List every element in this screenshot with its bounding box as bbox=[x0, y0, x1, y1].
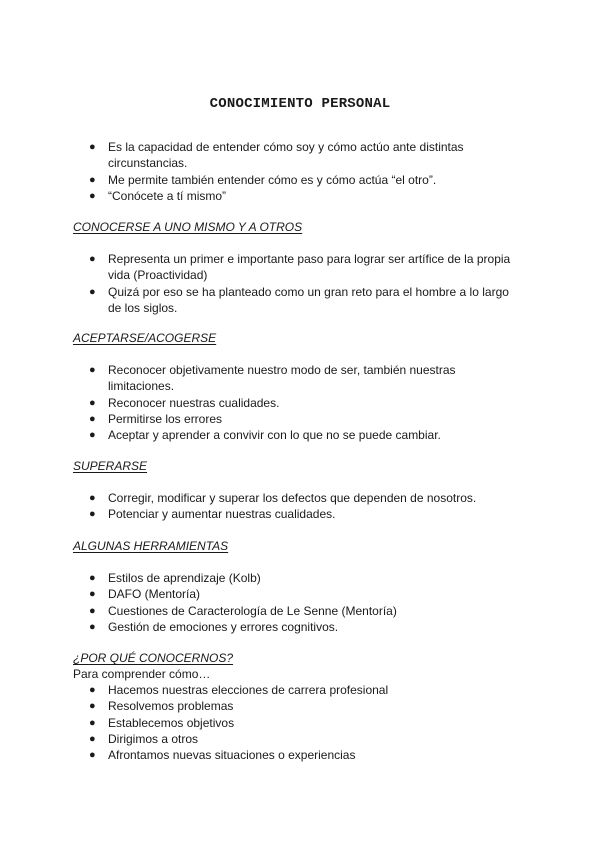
list-item: ● Afrontamos nuevas situaciones o experiencias bbox=[89, 748, 356, 763]
list-item: ● Permitirse los errores bbox=[89, 411, 223, 426]
herramientas-list bbox=[0, 570, 600, 635]
bullet-icon: ● bbox=[89, 396, 96, 409]
bullet-icon: ● bbox=[89, 412, 96, 425]
bullet-icon: ● bbox=[89, 749, 96, 762]
section-heading-por-que: ¿POR QUÉ CONOCERNOS? bbox=[73, 651, 234, 665]
conocerse-list bbox=[0, 251, 600, 316]
bullet-icon: ● bbox=[89, 253, 96, 265]
list-item: ● Hacemos nuestras elecciones de carrera profesional bbox=[89, 683, 389, 697]
bullet-icon: ● bbox=[89, 492, 96, 504]
superarse-list bbox=[0, 490, 600, 523]
list-item: ● DAFO (Mentoría) bbox=[89, 587, 201, 602]
bullet-icon: ● bbox=[89, 429, 96, 442]
list-item: ● Es la capacidad de entender cómo soy y cómo actúo ante distintas circunstancias. bbox=[89, 140, 464, 171]
section-heading-superarse: SUPERARSE bbox=[73, 459, 148, 473]
list-item: ● Corregir, modificar y superar los defectos que dependen de nosotros. bbox=[89, 491, 477, 505]
por-que-list bbox=[0, 682, 600, 763]
section-heading-aceptarse: ACEPTARSE/ACOGERSE bbox=[73, 331, 217, 345]
bullet-icon: ● bbox=[89, 700, 96, 713]
list-item: ● Quizá por eso se ha planteado como un gran reto para el hombre a lo largo de los siglos. bbox=[89, 284, 509, 315]
list-item: ● Dirigimos a otros bbox=[89, 731, 199, 746]
bullet-icon: ● bbox=[89, 604, 96, 617]
bullet-icon: ● bbox=[89, 285, 96, 298]
bullet-icon: ● bbox=[89, 173, 96, 186]
bullet-icon: ● bbox=[89, 364, 96, 376]
bullet-icon: ● bbox=[89, 732, 96, 745]
list-item: ● Me permite también entender cómo es y cómo actúa “el otro”. bbox=[89, 172, 437, 187]
intro-list bbox=[0, 139, 600, 204]
bullet-icon: ● bbox=[89, 572, 96, 584]
list-item: ● Cuestiones de Caracterología de Le Senne (Mentoría) bbox=[89, 603, 397, 618]
section-heading-conocerse: CONOCERSE A UNO MISMO Y A OTROS bbox=[73, 220, 303, 234]
section-heading-herramientas: ALGUNAS HERRAMIENTAS bbox=[73, 539, 229, 553]
list-item: ● Establecemos objetivos bbox=[89, 715, 235, 730]
bullet-icon: ● bbox=[89, 716, 96, 729]
list-item: ● “Conócete a tí mismo” bbox=[89, 188, 227, 203]
list-item: ● Estilos de aprendizaje (Kolb) bbox=[89, 571, 261, 585]
section-lead-text: Para comprender cómo… bbox=[73, 667, 211, 681]
bullet-icon: ● bbox=[89, 620, 96, 633]
bullet-icon: ● bbox=[89, 588, 96, 601]
list-item: ● Potenciar y aumentar nuestras cualidades. bbox=[89, 507, 336, 522]
aceptarse-list bbox=[0, 362, 600, 443]
list-item: ● Reconocer objetivamente nuestro modo de ser, también nuestras limitaciones. bbox=[89, 363, 456, 394]
bullet-icon: ● bbox=[89, 508, 96, 521]
page-title: CONOCIMIENTO PERSONAL bbox=[209, 96, 391, 112]
bullet-icon: ● bbox=[89, 141, 96, 153]
list-item: ● Representa un primer e importante paso para lograr ser artífice de la propia vida (Proactividad) bbox=[89, 252, 511, 283]
list-item: ● Aceptar y aprender a convivir con lo que no se puede cambiar. bbox=[89, 428, 441, 443]
bullet-icon: ● bbox=[89, 684, 96, 696]
list-item: ● Gestión de emociones y errores cognitivos. bbox=[89, 619, 339, 634]
list-item: ● Reconocer nuestras cualidades. bbox=[89, 395, 280, 410]
list-item: ● Resolvemos problemas bbox=[89, 699, 234, 714]
bullet-icon: ● bbox=[89, 189, 96, 202]
